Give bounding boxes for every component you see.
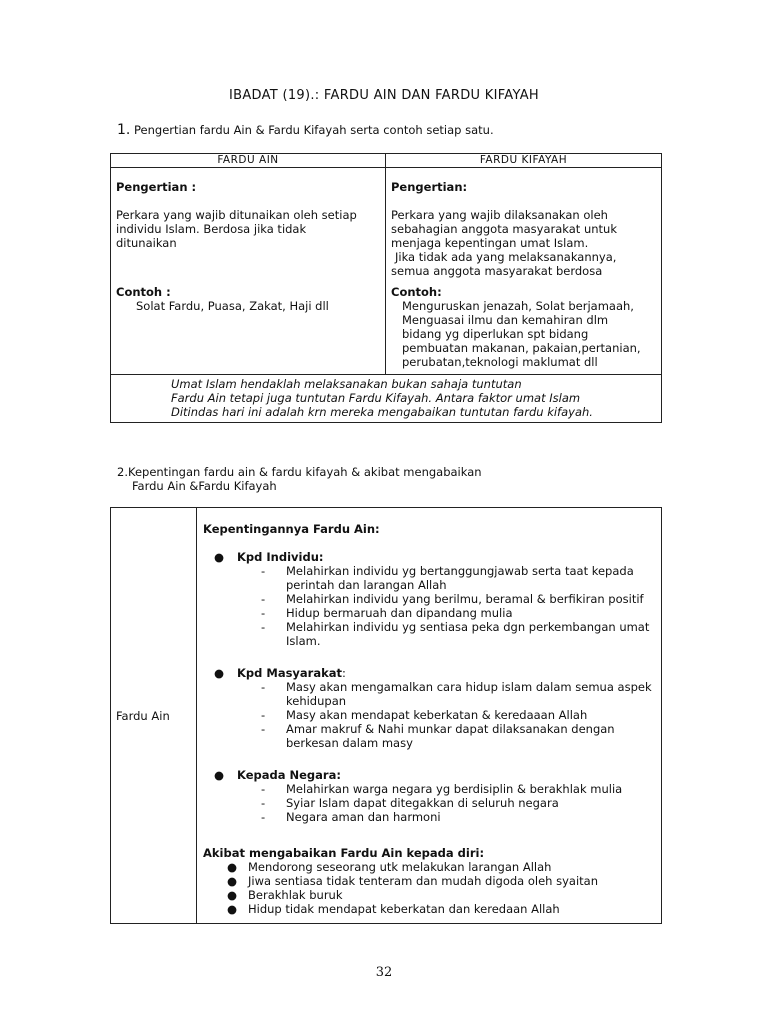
ain-pengertian-label: Pengertian : [116,180,197,194]
list-item: - Melahirkan individu yg bertanggungjawab serta taat kepada [261,564,634,578]
ain-pengertian-line: ditunaikan [116,236,177,250]
dash-icon: - [261,680,266,694]
ain-contoh-label: Contoh : [116,285,171,299]
bullet-icon: ● [214,666,225,680]
bullet-icon: ● [227,888,238,902]
kifayah-contoh-line: bidang yg diperlukan spt bidang [402,327,589,341]
group-negara [203,768,656,782]
row-label-fardu-ain: Fardu Ain [111,508,197,924]
ain-pengertian-line: Perkara yang wajib ditunaikan oleh setiap [116,208,357,222]
header-fardu-kifayah: FARDU KIFAYAH [386,154,662,168]
kifayah-contoh-line: pembuatan makanan, pakaian,pertanian, [402,341,641,355]
dash-icon: - [261,796,266,810]
group-individu [203,550,656,564]
list-item-continued: perintah dan larangan Allah [286,578,447,592]
importance-table [110,507,662,924]
definition-table [110,153,662,423]
group-title: Kpd Masyarakat [237,666,343,680]
list-item: - Melahirkan individu yg sentiasa peka dgn perkembangan umat [261,620,650,634]
dash-icon: - [261,708,266,722]
fardu-ain-cell [111,168,386,375]
fardu-kifayah-cell [386,168,662,375]
list-item: - Hidup bermaruah dan dipandang mulia [261,606,513,620]
group-masyarakat [203,666,656,680]
kifayah-contoh-line: perubatan,teknologi maklumat dll [402,355,598,369]
akibat-heading: Akibat mengabaikan Fardu Ain kepada diri: [203,846,485,860]
ain-contoh-line: Solat Fardu, Puasa, Zakat, Haji dll [136,299,329,313]
kepentingan-heading: Kepentingannya Fardu Ain: [203,522,380,536]
section-2-heading [117,465,482,493]
kifayah-contoh-line: Menguasai ilmu dan kemahiran dlm [402,313,609,327]
dash-icon: - [261,810,266,824]
dash-icon: - [261,782,266,796]
header-fardu-ain: FARDU AIN [111,154,386,168]
ain-pengertian-line: individu Islam. Berdosa jika tidak [116,222,307,236]
group-title: Kepada Negara: [237,768,341,782]
bullet-icon: ● [227,874,238,888]
akibat-item: ● Mendorong seseorang utk melakukan larangan Allah [227,860,552,874]
kifayah-pengertian-line: menjaga kepentingan umat Islam. [391,236,589,250]
list-item: - Masy akan mendapat keberkatan & keredaaan Allah [261,708,588,722]
dash-icon: - [261,722,266,736]
group-title: Kpd Individu: [237,550,324,564]
dash-icon: - [261,564,266,578]
group-title-suffix: : [342,666,346,680]
note-line: Ditindas hari ini adalah krn mereka mengabaikan tuntutan fardu kifayah. [171,405,593,419]
bullet-icon: ● [214,550,225,564]
kifayah-pengertian-label: Pengertian: [391,180,468,194]
section-1-text: Pengertian fardu Ain & Fardu Kifayah serta contoh setiap satu. [134,123,494,137]
list-item-continued: Islam. [286,634,321,648]
note-line: Fardu Ain tetapi juga tuntutan Fardu Kifayah. Antara faktor umat Islam [171,391,581,405]
dash-icon: - [261,606,266,620]
kifayah-contoh-label: Contoh: [391,285,442,299]
section-2-line: 2.Kepentingan fardu ain & fardu kifayah & akibat mengabaikan [117,465,482,479]
dash-icon: - [261,620,266,634]
akibat-item: ● Hidup tidak mendapat keberkatan dan keredaan Allah [227,902,560,916]
page-title: IBADAT (19).: FARDU AIN DAN FARDU KIFAYAH [229,88,539,103]
kifayah-pengertian-line: Perkara yang wajib dilaksanakan oleh [391,208,608,222]
bullet-icon: ● [227,902,238,916]
list-item-continued: berkesan dalam masy [286,736,413,750]
note-line: Umat Islam hendaklah melaksanakan bukan sahaja tuntutan [171,377,522,391]
page-number: 32 [375,965,393,980]
akibat-item: ● Berakhlak buruk [227,888,343,902]
bullet-icon: ● [227,860,238,874]
bullet-icon: ● [214,768,225,782]
kifayah-pengertian-line: Jika tidak ada yang melaksanakannya, [395,250,617,264]
list-item: - Syiar Islam dapat ditegakkan di seluruh negara [261,796,559,810]
section-1-heading [117,123,494,137]
kifayah-contoh-line: Menguruskan jenazah, Solat berjamaah, [402,299,634,313]
list-item-continued: kehidupan [286,694,347,708]
section-2-line: Fardu Ain &Fardu Kifayah [132,479,277,493]
note-cell [111,375,662,423]
section-1-number: 1. [117,122,131,138]
akibat-item: ● Jiwa sentiasa tidak tenteram dan mudah digoda oleh syaitan [227,874,598,888]
list-item: - Negara aman dan harmoni [261,810,441,824]
list-item: - Masy akan mengamalkan cara hidup islam dalam semua aspek [261,680,652,694]
dash-icon: - [261,592,266,606]
list-item: - Amar makruf & Nahi munkar dapat dilaksanakan dengan [261,722,615,736]
kifayah-pengertian-line: sebahagian anggota masyarakat untuk [391,222,617,236]
list-item: - Melahirkan individu yang berilmu, beramal & berfikiran positif [261,592,644,606]
importance-content [197,508,662,924]
kifayah-pengertian-line: semua anggota masyarakat berdosa [391,264,603,278]
list-item: - Melahirkan warga negara yg berdisiplin & berakhlak mulia [261,782,623,796]
